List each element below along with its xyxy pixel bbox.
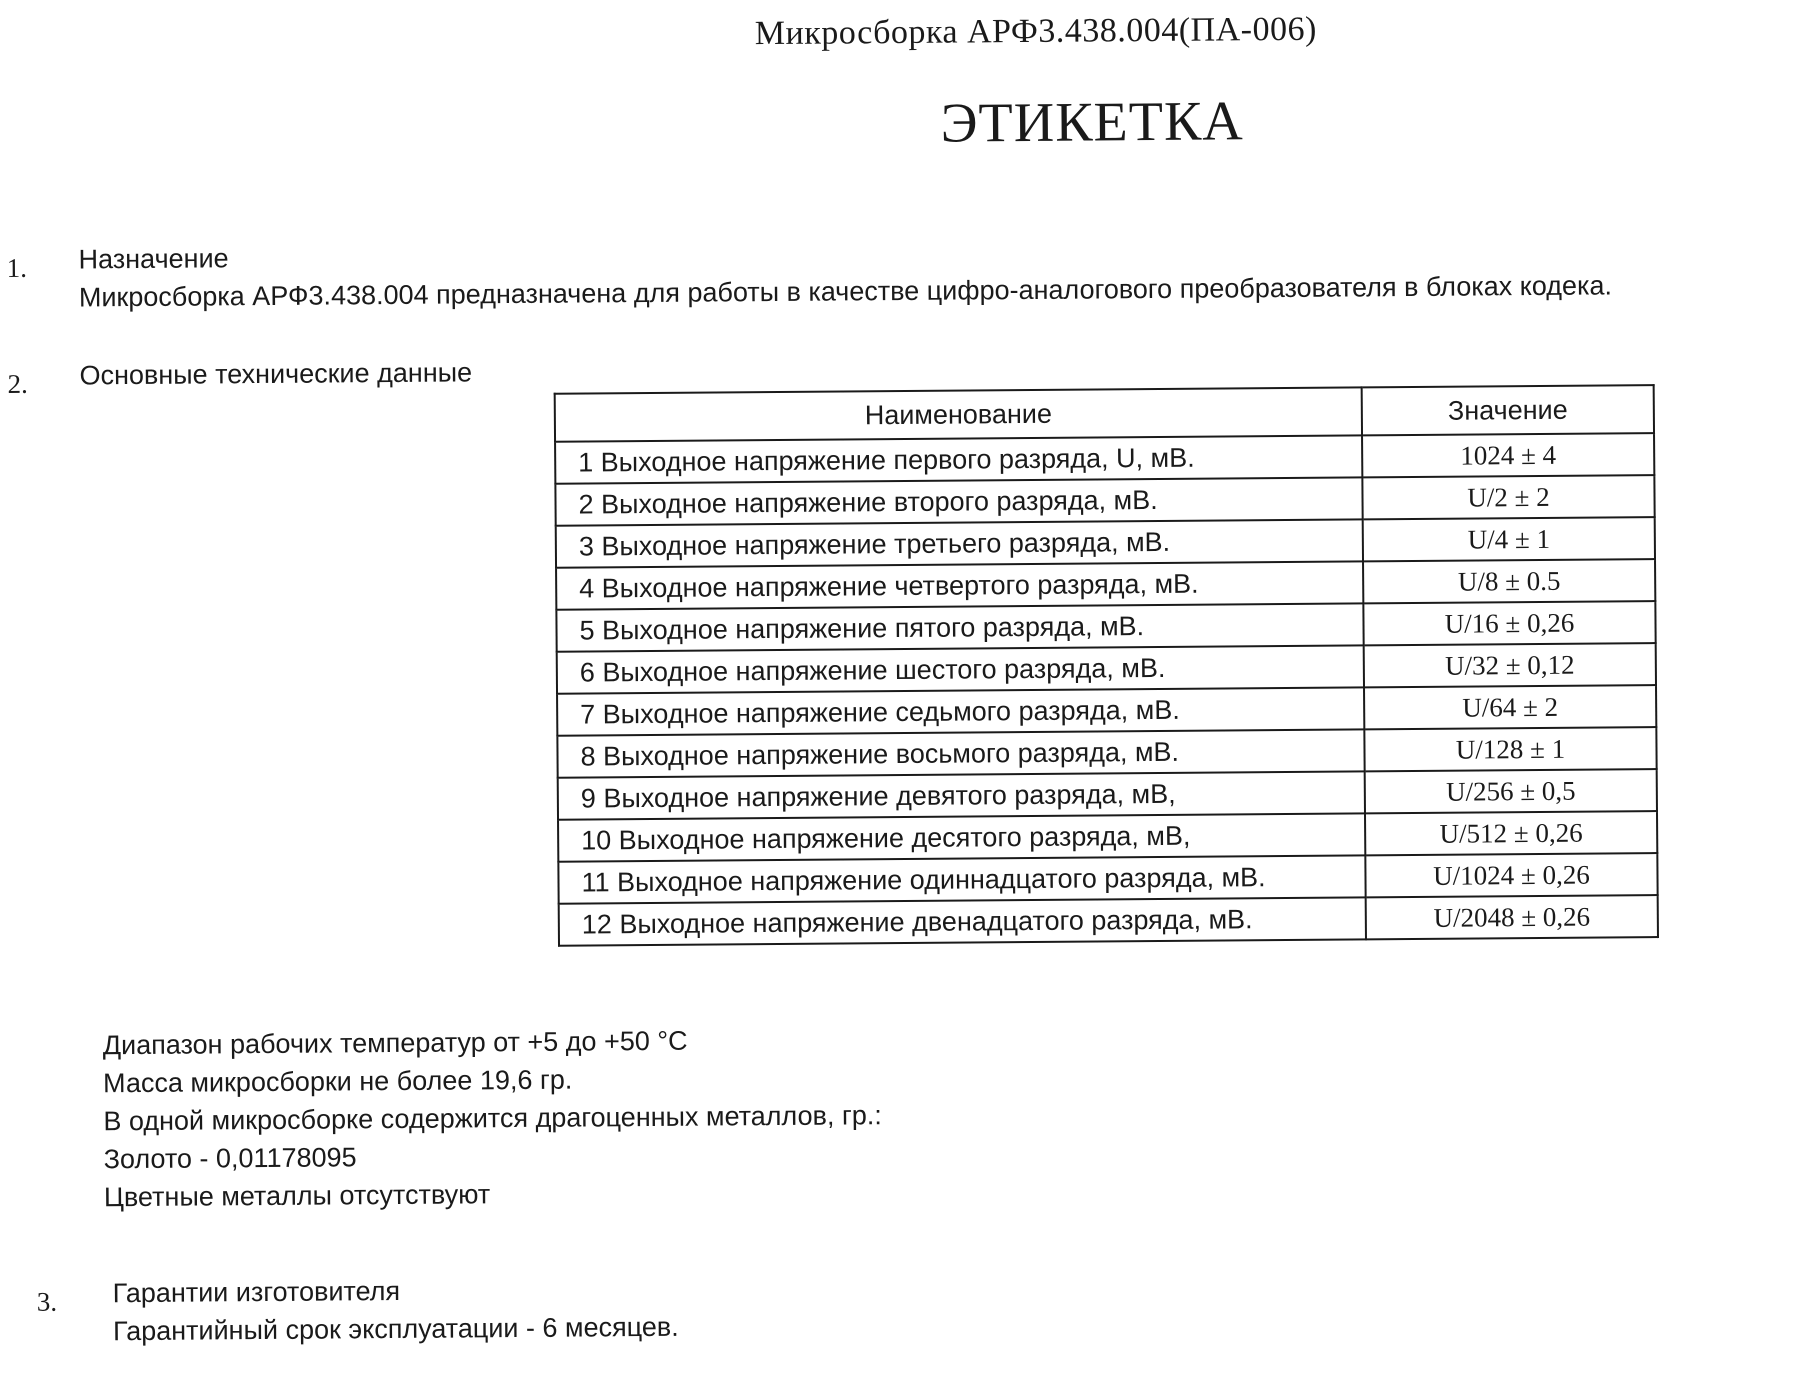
- section-1-text: Микросборка АРФ3.438.004 предназначена для работы в качестве цифро-аналогового преобразователя в блоках кодека.: [78, 270, 1613, 313]
- row-value: U/2048 ± 0,26: [1366, 895, 1658, 939]
- specs-table: [554, 384, 1659, 947]
- section-3-heading: Гарантии изготовителя: [112, 1275, 401, 1309]
- row-value: U/64 ± 2: [1364, 685, 1656, 729]
- row-name: 7 Выходное напряжение седьмого разряда, мВ.: [557, 687, 1364, 735]
- section-3-text: Гарантийный срок эксплуатации - 6 месяцев.: [112, 1311, 679, 1347]
- row-name: 11 Выходное напряжение одиннадцатого разряда, мВ.: [558, 855, 1365, 903]
- row-value: U/8 ± 0.5: [1363, 559, 1655, 603]
- row-name: 4 Выходное напряжение четвертого разряда, мВ.: [556, 561, 1363, 609]
- row-name: 2 Выходное напряжение второго разряда, мВ.: [555, 477, 1362, 525]
- row-name: 5 Выходное напряжение пятого разряда, мВ.: [556, 603, 1363, 651]
- product-title: Микросборка АРФ3.438.004(ПА-006): [754, 10, 1317, 53]
- row-name: 6 Выходное напряжение шестого разряда, мВ.: [557, 645, 1364, 693]
- row-value: U/512 ± 0,26: [1365, 811, 1657, 855]
- row-name: 12 Выходное напряжение двенадцатого разряда, мВ.: [559, 897, 1366, 945]
- gold-content: Золото - 0,01178095: [103, 1142, 357, 1175]
- temperature-range: Диапазон рабочих температур от +5 до +50 °С: [102, 1025, 688, 1061]
- row-value: 1024 ± 4: [1362, 433, 1654, 477]
- row-value: U/128 ± 1: [1364, 727, 1656, 771]
- table-header-row: [555, 385, 1654, 442]
- row-value: U/4 ± 1: [1363, 517, 1655, 561]
- precious-metals-info: В одной микросборке содержится драгоценных металлов, гр.:: [103, 1100, 882, 1137]
- technical-info: [103, 1020, 883, 1216]
- section-2-heading: Основные технические данные: [79, 357, 473, 391]
- document-title: ЭТИКЕТКА: [940, 90, 1244, 155]
- row-value: U/1024 ± 0,26: [1365, 853, 1657, 897]
- column-header-name: Наименование: [555, 387, 1362, 441]
- table-row: [559, 895, 1658, 946]
- row-value: U/32 ± 0,12: [1364, 643, 1656, 687]
- section-2-number: 2.: [7, 368, 28, 400]
- row-value: U/2 ± 2: [1362, 475, 1654, 519]
- row-name: 9 Выходное напряжение девятого разряда, мВ,: [558, 771, 1365, 819]
- row-name: 1 Выходное напряжение первого разряда, U, мВ.: [555, 435, 1362, 483]
- non-ferrous-info: Цветные металлы отсутствуют: [103, 1179, 491, 1213]
- section-1-heading: Назначение: [78, 243, 229, 275]
- section-1-number: 1.: [6, 252, 28, 284]
- row-name: 8 Выходное напряжение восьмого разряда, мВ.: [557, 729, 1364, 777]
- row-value: U/256 ± 0,5: [1365, 769, 1657, 813]
- row-value: U/16 ± 0,26: [1363, 601, 1655, 645]
- section-3-number: 3.: [36, 1286, 58, 1317]
- column-header-value: Значение: [1362, 385, 1654, 435]
- row-name: 3 Выходное напряжение третьего разряда, мВ.: [556, 519, 1363, 567]
- row-name: 10 Выходное напряжение десятого разряда, мВ,: [558, 813, 1365, 861]
- mass-info: Масса микросборки не более 19,6 гр.: [102, 1064, 573, 1099]
